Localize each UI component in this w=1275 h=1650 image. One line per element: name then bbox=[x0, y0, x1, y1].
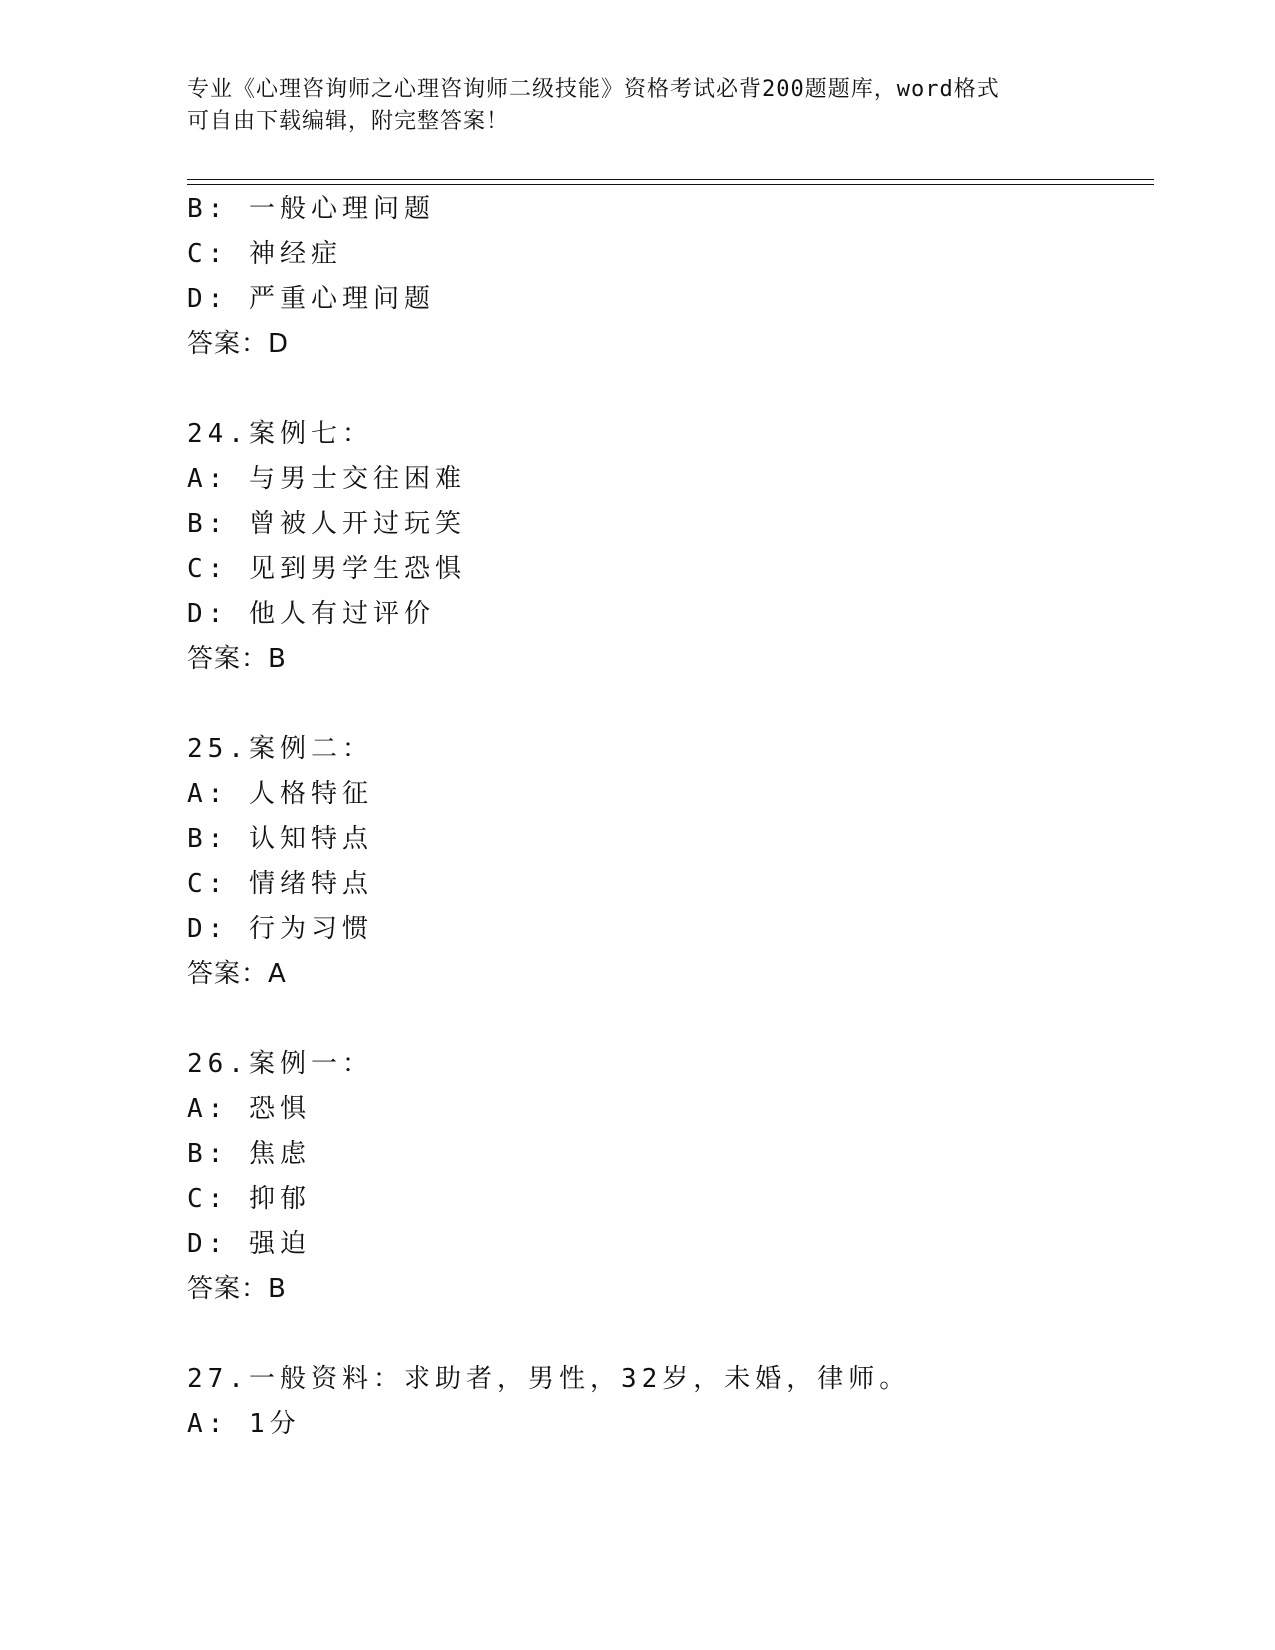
option-line: D: 强迫 bbox=[187, 1229, 311, 1259]
option-line: B: 曾被人开过玩笑 bbox=[187, 509, 466, 539]
question-title: 27.一般资料：求助者，男性，32岁，未婚，律师。 bbox=[187, 1364, 911, 1394]
answer-line: 答案：D bbox=[187, 329, 290, 359]
option-line: C: 抑郁 bbox=[187, 1184, 311, 1214]
option-line: D: 他人有过评价 bbox=[187, 599, 435, 629]
header-divider-top bbox=[187, 179, 1154, 180]
option-line: D: 严重心理问题 bbox=[187, 284, 435, 314]
answer-line: 答案：B bbox=[187, 1274, 287, 1304]
option-line: A: 人格特征 bbox=[187, 779, 373, 809]
answer-line: 答案：B bbox=[187, 644, 287, 674]
option-line: B: 焦虑 bbox=[187, 1139, 311, 1169]
option-line: B: 一般心理问题 bbox=[187, 194, 435, 224]
option-line: A: 1分 bbox=[187, 1409, 301, 1439]
header-divider-bottom bbox=[187, 184, 1154, 185]
question-title: 24.案例七： bbox=[187, 419, 373, 449]
option-line: A: 恐惧 bbox=[187, 1094, 311, 1124]
document-header bbox=[187, 74, 1087, 138]
question-title: 25.案例二： bbox=[187, 734, 373, 764]
option-line: C: 神经症 bbox=[187, 239, 342, 269]
option-line: C: 见到男学生恐惧 bbox=[187, 554, 466, 584]
option-line: C: 情绪特点 bbox=[187, 869, 373, 899]
answer-line: 答案：A bbox=[187, 959, 287, 989]
option-line: B: 认知特点 bbox=[187, 824, 373, 854]
option-line: D: 行为习惯 bbox=[187, 914, 373, 944]
header-line-1: 专业《心理咨询师之心理咨询师二级技能》资格考试必背200题题库，word格式 bbox=[187, 77, 1000, 102]
question-title: 26.案例一： bbox=[187, 1049, 373, 1079]
header-line-2: 可自由下载编辑，附完整答案！ bbox=[187, 109, 510, 134]
option-line: A: 与男士交往困难 bbox=[187, 464, 466, 494]
